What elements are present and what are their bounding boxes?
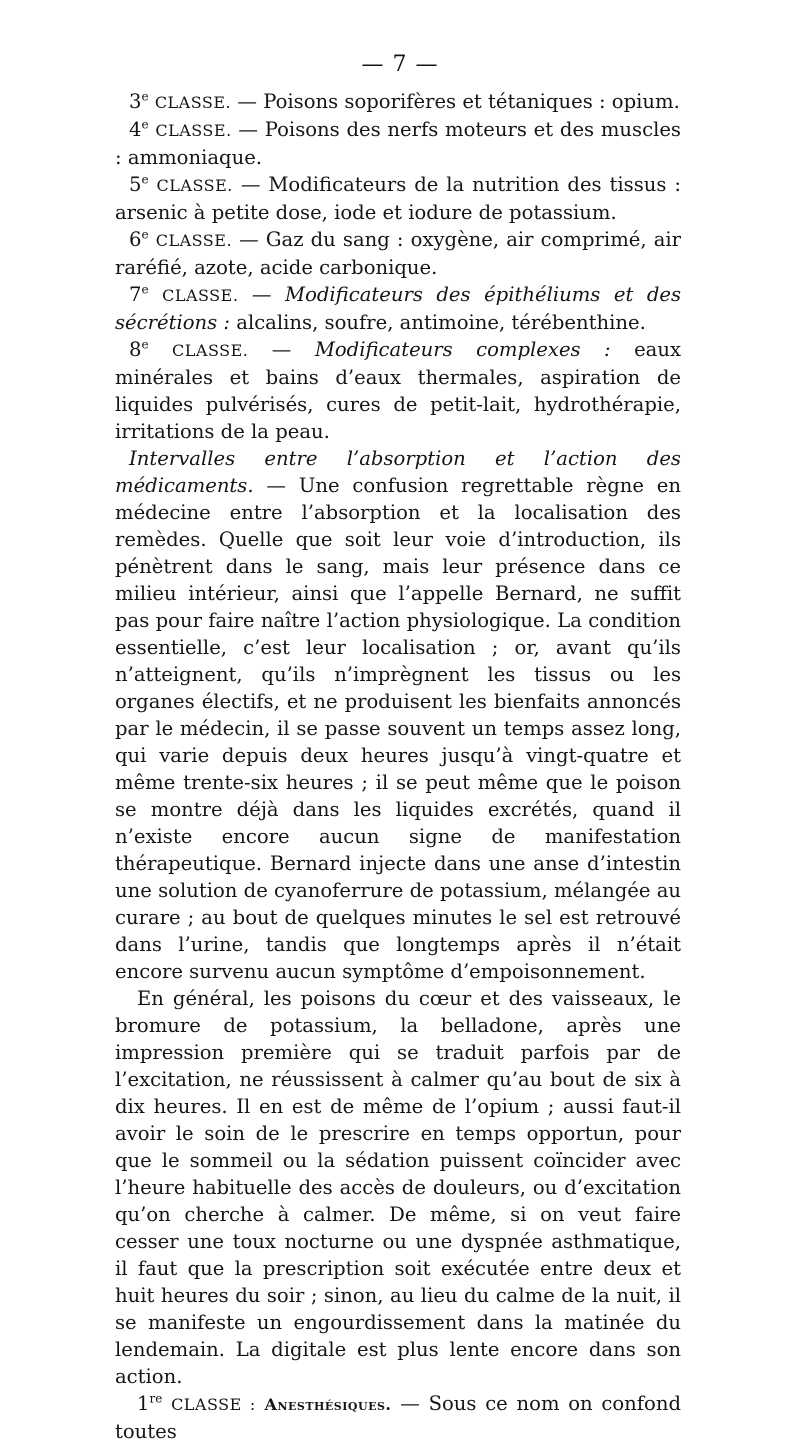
class-number: 3 [129, 90, 142, 113]
class-number-suffix: e [141, 172, 149, 187]
class-label: CLASSE. [155, 121, 232, 140]
class-number: 4 [129, 118, 142, 141]
class-title: Modificateurs des épithéliums et des sécrétions : [115, 283, 682, 334]
class-text: Sous ce nom on confond toutes [115, 1392, 682, 1443]
class-title: Modificateurs complexes : [314, 338, 611, 361]
dash: — [238, 118, 258, 141]
dash: — [266, 474, 286, 497]
class-entry-8 [115, 336, 681, 445]
class-title: Anesthésiques. [264, 1395, 392, 1414]
class-text: Poisons des nerfs moteurs et des muscles : ammoniaque. [115, 118, 681, 169]
section-text: Une confusion regrettable règne en médecine entre l’absorption et la localisation des remèdes. Quelle que soit leur voie d’introduction, ils pénètrent dans le sang, mais leur présence dans ce milieu intérieur, ainsi que l’appelle Bernard, ne suffit pas pour faire naître l’action physiologique. La condition essentielle, c’est leur localisation ; or, avant qu’ils n’atteignent, qu’ils n’imprègnent les tissus ou les organes électifs, et ne produisent les bienfaits annoncés par le médecin, il se passe souvent un temps assez long, qui varie depuis deux heures jusqu’à vingt-quatre et même trente-six heures ; il se peut même que le poison se montre déjà dans les liquides excrétés, quand il n’existe encore aucun signe de manifestation thérapeutique. Bernard injecte dans une anse d’intestin une solution de cyanoferrure de potassium, mélangée au curare ; au bout de quelques minutes le sel est retrouvé dans l’urine, tandis que longtemps après il n’était encore survenu aucun symptôme d’empoisonnement. [115, 474, 681, 983]
section-title: Intervalles entre l’absorption et l’action des médicaments. [115, 447, 681, 497]
class-number-suffix: e [141, 89, 149, 104]
class-entry-5 [115, 171, 681, 226]
class-number-suffix: e [141, 282, 149, 297]
class-text: Modificateurs de la nutrition des tissus : arsenic à petite dose, iode et iodure de potassium. [115, 173, 682, 224]
class-label: CLASSE. [155, 231, 233, 250]
class-number-suffix: e [141, 337, 149, 352]
class-number: 7 [129, 283, 142, 306]
class-entry-7 [115, 281, 681, 336]
class-text: Poisons soporifères et tétaniques : opium. [263, 90, 680, 113]
dash: — [240, 173, 261, 196]
dash: — [251, 283, 272, 306]
section-intervals [115, 445, 681, 985]
class-entry-6 [115, 226, 681, 281]
class-number: 1 [137, 1392, 150, 1415]
dash: — [239, 228, 259, 251]
class-text: Gaz du sang : oxygène, air comprimé, air raréfié, azote, acide carbonique. [115, 228, 682, 279]
class-entry-4 [115, 116, 681, 171]
dash: — [237, 90, 257, 113]
class-entry-1 [115, 1390, 681, 1445]
class-label: CLASSE. [172, 341, 249, 360]
class-number: 5 [129, 173, 142, 196]
class-number: 8 [129, 338, 142, 361]
dash: — [400, 1392, 420, 1415]
class-label: CLASSE. [162, 286, 239, 305]
class-label: CLASSE. [154, 93, 232, 112]
class-text: eaux minérales et bains d’eaux thermales, aspiration de liquides pulvérisés, cures de petit-lait, hydrothérapie, irritations de la peau. [115, 338, 682, 443]
class-number: 6 [129, 228, 142, 251]
class-label: CLASSE. [156, 176, 233, 195]
class-entry-3 [115, 88, 681, 116]
dash: — [271, 338, 292, 361]
class-number-suffix: e [141, 227, 149, 242]
class-text: alcalins, soufre, antimoine, térébenthine. [236, 311, 646, 334]
class-label: CLASSE : [171, 1395, 256, 1414]
paragraph-general: En général, les poisons du cœur et des vaisseaux, le bromure de potassium, la belladone, après une impression première qui se traduit parfois par de l’excitation, ne réussissent à calmer qu’au bout de six à dix heures. Il en est de même de l’opium ; aussi faut-il avoir le soin de le prescrire en temps opportun, pour que le sommeil ou la sédation puissent coïncider avec l’heure habituelle des accès de douleurs, ou d’excitation qu’on cherche à calmer. De même, si on veut faire cesser une toux nocturne ou une dyspnée asthmatique, il faut que la prescription soit exécutée entre deux et huit heures du soir ; sinon, au lieu du calme de la nuit, il se manifeste un engourdissement dans la matinée du lendemain. La digitale est plus lente encore dans son action. [115, 987, 681, 1388]
page-body [115, 88, 681, 1445]
class-number-suffix: re [149, 1391, 163, 1406]
page-number: — 7 — [361, 52, 439, 77]
class-number-suffix: e [141, 117, 149, 132]
